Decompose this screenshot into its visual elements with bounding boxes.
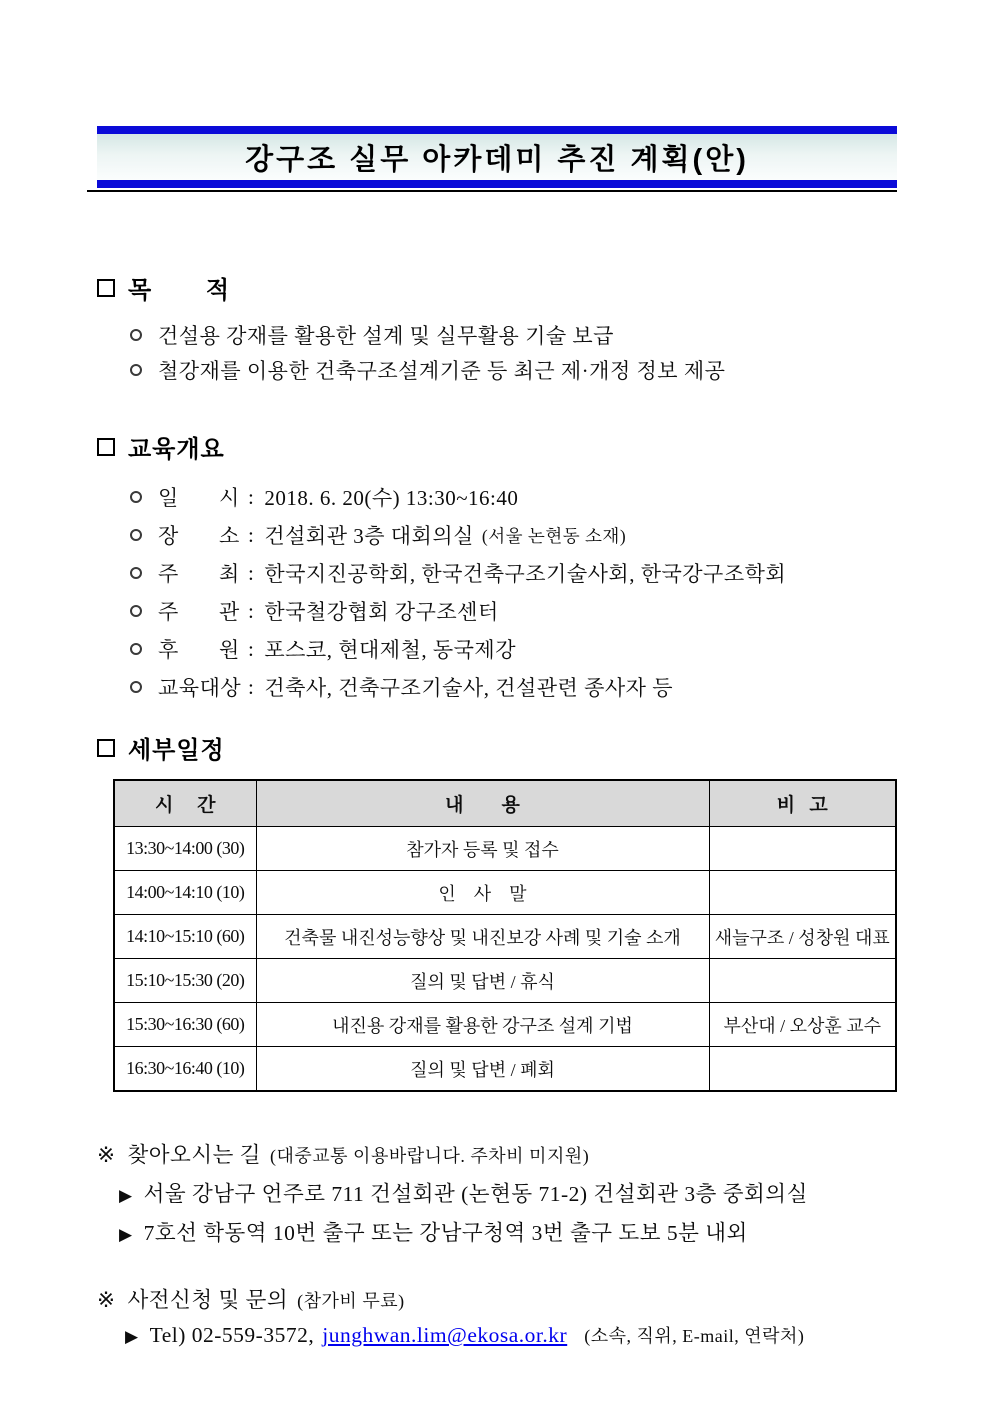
overview-item-label: 장 소 [158,524,240,548]
purpose-list [97,317,897,387]
column-header-content: 내 용 [256,780,709,827]
section-schedule-title: 세부일정 [128,737,225,764]
overview-item-label: 주 최 [158,562,240,586]
triangle-bullet-icon: ▶ [125,1327,139,1346]
circle-bullet-icon [130,329,142,341]
directions-title: 찾아오시는 길 [127,1143,262,1167]
square-bullet-icon [97,438,115,456]
table-row [114,915,896,959]
cell-time: 15:30~16:30 (60) [114,1003,256,1047]
banner-underline [87,190,897,192]
registration-note: (참가비 무료) [297,1291,405,1311]
table-header-row [114,780,896,827]
contact-phone: Tel) 02-559-3572, [149,1323,315,1347]
cell-content: 참가자 등록 및 접수 [256,827,709,871]
overview-item-value: 한국지진공학회, 한국건축구조기술사회, 한국강구조학회 [264,562,787,586]
directions-list [97,1177,897,1255]
cell-time: 14:00~14:10 (10) [114,871,256,915]
purpose-item-text: 철강재를 이용한 건축구조설계기준 등 최근 제·개정 정보 제공 [158,358,726,383]
registration-title: 사전신청 및 문의 [127,1288,289,1312]
cell-content: 건축물 내진성능향상 및 내진보강 사례 및 기술 소개 [256,915,709,959]
cell-content: 질의 및 답변 / 휴식 [256,959,709,1003]
page-title: 강구조 실무 아카데미 추진 계획(안) [245,143,749,176]
section-schedule-header [97,730,897,765]
overview-item-value: 건설회관 3층 대회의실 [264,524,474,548]
circle-bullet-icon [130,491,142,503]
table-row [114,827,896,871]
registration-header [97,1283,897,1314]
overview-item-colon: : [248,522,255,547]
list-item [97,478,897,516]
list-item [97,1216,897,1255]
list-item [97,317,897,352]
contact-suffix: (소속, 직위, E-mail, 연락처) [584,1326,805,1346]
table-row [114,959,896,1003]
banner-body [97,134,897,180]
square-bullet-icon [97,739,115,757]
cell-time: 15:10~15:30 (20) [114,959,256,1003]
list-item [97,1177,897,1216]
schedule-table [113,779,897,1092]
circle-bullet-icon [130,529,142,541]
overview-item-label: 교육대상 [158,676,242,700]
overview-item-label: 후 원 [158,638,240,662]
table-row [114,1047,896,1092]
overview-item-note: (서울 논현동 소재) [481,525,627,546]
overview-item-value: 건축사, 건축구조기술사, 건설관련 종사자 등 [264,676,673,700]
circle-bullet-icon [130,605,142,617]
directions-line-text: 7호선 학동역 10번 출구 또는 강남구청역 3번 출구 도보 5분 내외 [143,1221,748,1245]
list-item [97,516,897,554]
section-overview-header [97,429,897,464]
list-item [97,592,897,630]
column-header-time: 시 간 [114,780,256,827]
directions-header [97,1138,897,1169]
purpose-item-text: 건설용 강재를 활용한 설계 및 실무활용 기술 보급 [158,323,614,348]
overview-item-value: 한국철강협회 강구조센터 [264,600,499,624]
section-purpose-title: 목 적 [128,277,231,304]
overview-item-colon: : [248,636,255,661]
cell-time: 14:10~15:10 (60) [114,915,256,959]
reference-mark-icon: ※ [97,1143,116,1167]
contact-email-link[interactable]: junghwan.lim@ekosa.or.kr [322,1323,568,1347]
triangle-bullet-icon: ▶ [119,1186,133,1205]
banner-top-bar [97,126,897,134]
circle-bullet-icon [130,643,142,655]
banner-bottom-bar [97,180,897,188]
overview-item-value: 포스코, 현대제철, 동국제강 [264,638,516,662]
directions-note: (대중교통 이용바랍니다. 주차비 미지원) [270,1146,590,1166]
list-item [97,630,897,668]
cell-note [709,871,896,915]
cell-note: 새늘구조 / 성창원 대표 [709,915,896,959]
column-header-note: 비 고 [709,780,896,827]
cell-note [709,1047,896,1092]
reference-mark-icon: ※ [97,1288,116,1312]
triangle-bullet-icon: ▶ [119,1225,133,1244]
overview-item-colon: : [248,560,255,585]
table-row [114,871,896,915]
cell-note [709,959,896,1003]
overview-item-colon: : [248,484,255,509]
overview-item-colon: : [248,598,255,623]
cell-content: 내진용 강재를 활용한 강구조 설계 기법 [256,1003,709,1047]
overview-item-label: 일 시 [158,486,240,510]
circle-bullet-icon [130,567,142,579]
list-item [97,352,897,387]
cell-content: 인 사 말 [256,871,709,915]
cell-time: 16:30~16:40 (10) [114,1047,256,1092]
section-purpose-header [97,270,897,305]
overview-list [97,478,897,706]
cell-note [709,827,896,871]
list-item [97,668,897,706]
cell-note: 부산대 / 오상훈 교수 [709,1003,896,1047]
overview-item-colon: : [248,674,255,699]
directions-line-text: 서울 강남구 언주로 711 건설회관 (논현동 71-2) 건설회관 3층 중회의실 [143,1182,808,1206]
title-banner [97,126,897,192]
section-overview-title: 교육개요 [128,436,225,463]
overview-item-label: 주 관 [158,600,240,624]
overview-item-value: 2018. 6. 20(수) 13:30~16:40 [264,486,519,510]
registration-contact-line [97,1322,897,1361]
cell-content: 질의 및 답변 / 폐회 [256,1047,709,1092]
circle-bullet-icon [130,681,142,693]
list-item [97,554,897,592]
square-bullet-icon [97,279,115,297]
table-row [114,1003,896,1047]
circle-bullet-icon [130,364,142,376]
cell-time: 13:30~14:00 (30) [114,827,256,871]
